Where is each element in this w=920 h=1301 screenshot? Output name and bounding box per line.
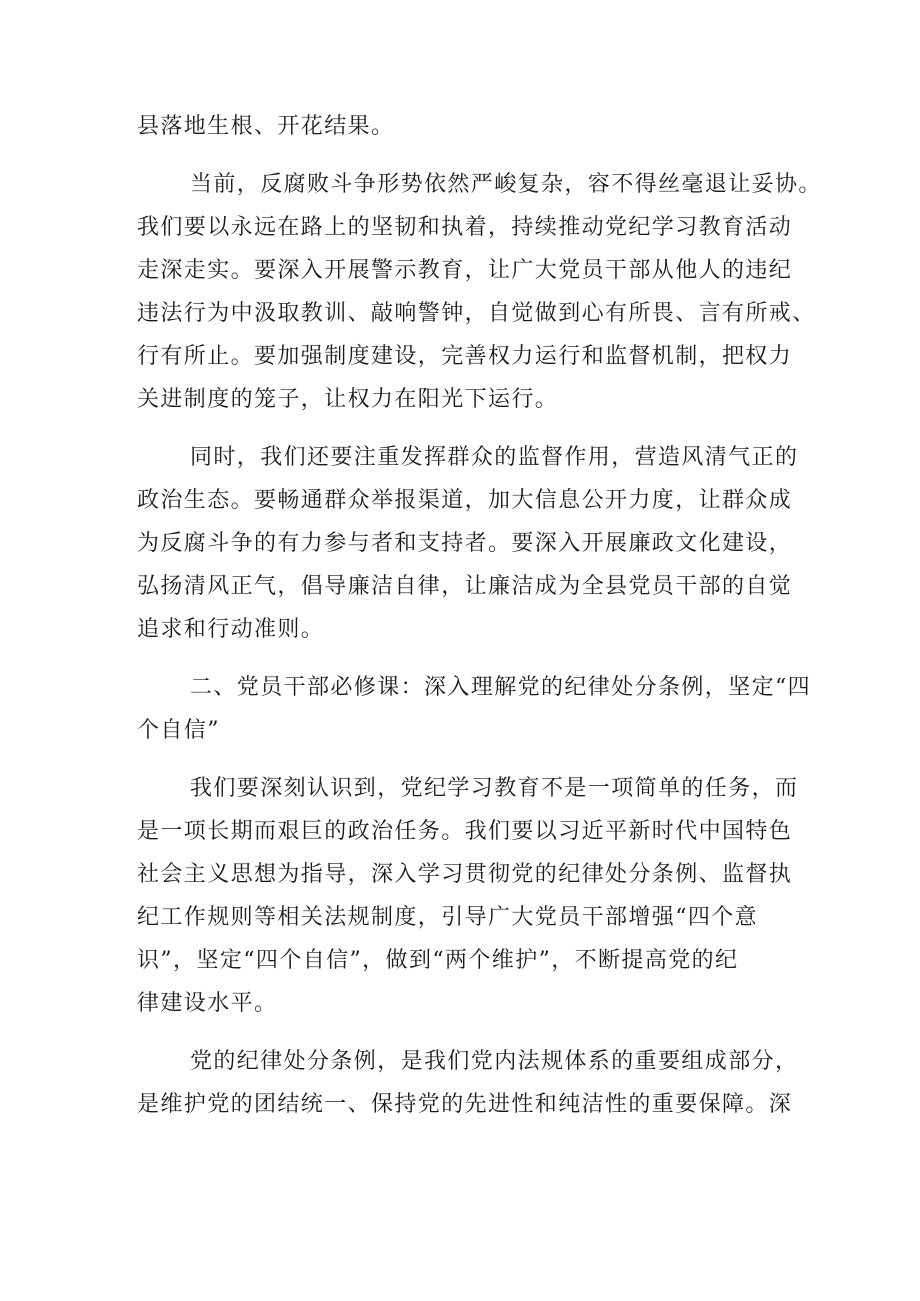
text-line: 为反腐斗争的有力参与者和支持者。要深入开展廉政文化建设， xyxy=(137,531,793,556)
text-line: 是一项长期而艰巨的政治任务。我们要以习近平新时代中国特色 xyxy=(137,819,793,844)
text-line: 识”，坚定“四个自信”，做到“两个维护”，不断提高党的纪 xyxy=(137,948,739,973)
text-line: 走深走实。要深入开展警示教育，让广大党员干部从他人的违纪 xyxy=(137,258,793,283)
text-line: 行有所止。要加强制度建设，完善权力运行和监督机制，把权力 xyxy=(137,344,793,369)
text-line: 党的纪律处分条例，是我们党内法规体系的重要组成部分， xyxy=(190,1049,799,1074)
text-line: 追求和行动准则。 xyxy=(137,617,325,642)
section-heading: 个自信” xyxy=(137,718,220,743)
text-line: 是维护党的团结统一、保持党的先进性和纯洁性的重要保障。深 xyxy=(137,1092,793,1117)
text-line: 我们要以永远在路上的坚韧和执着，持续推动党纪学习教育活动 xyxy=(137,215,793,240)
text-line: 弘扬清风正气，倡导廉洁自律，让廉洁成为全县党员干部的自觉 xyxy=(137,574,793,599)
text-line: 纪工作规则等相关法规制度，引导广大党员干部增强“四个意 xyxy=(137,905,759,930)
text-line: 社会主义思想为指导，深入学习贯彻党的纪律处分条例、监督执 xyxy=(137,862,793,887)
text-line: 政治生态。要畅通群众举报渠道，加大信息公开力度，让群众成 xyxy=(137,488,793,513)
text-line: 同时，我们还要注重发挥群众的监督作用，营造风清气正的 xyxy=(190,445,799,470)
text-line: 当前，反腐败斗争形势依然严峻复杂，容不得丝毫退让妥协。 xyxy=(190,172,822,197)
text-line: 律建设水平。 xyxy=(137,991,278,1016)
text-line: 县落地生根、开花结果。 xyxy=(137,114,395,139)
text-line: 关进制度的笼子，让权力在阳光下运行。 xyxy=(137,387,559,412)
section-heading: 二、党员干部必修课：深入理解党的纪律处分条例，坚定“四 xyxy=(190,675,812,700)
text-line: 违法行为中汲取教训、敲响警钟，自觉做到心有所畏、言有所戒、 xyxy=(137,301,816,326)
text-line: 我们要深刻认识到，党纪学习教育不是一项简单的任务，而 xyxy=(190,776,799,801)
